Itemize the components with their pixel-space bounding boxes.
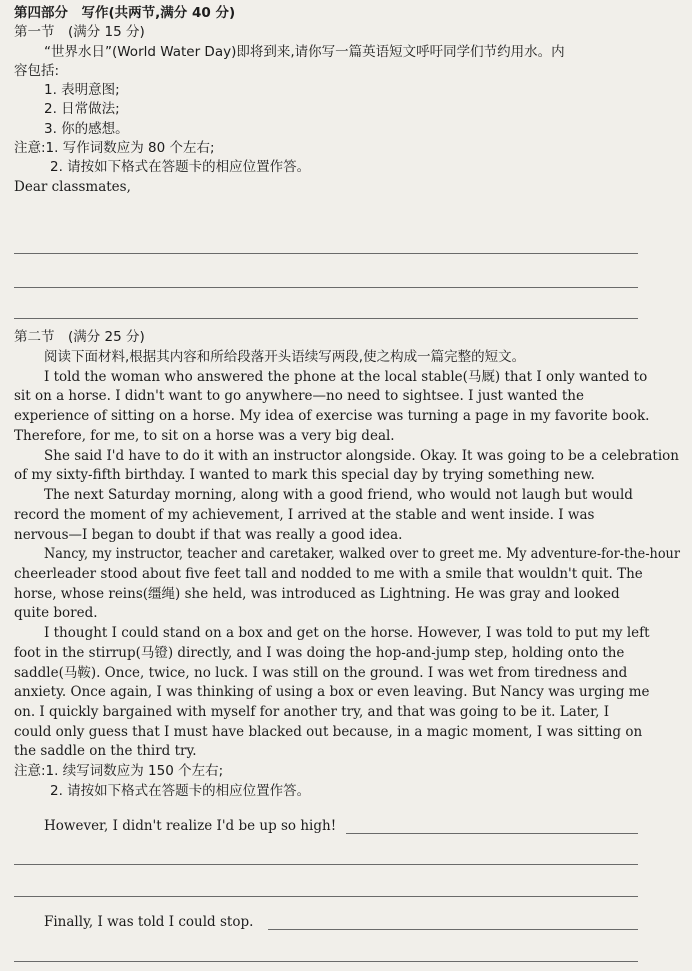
answer-line (14, 961, 638, 962)
section1-intro-cont: 容包括: (14, 63, 60, 79)
answer-line (268, 929, 638, 930)
note: 2. 请按如下格式在答题卡的相应位置作答。 (50, 159, 311, 175)
passage-line: on. I quickly bargained with myself for another try, and that was going to be it. Later, I (14, 704, 610, 720)
answer-line (14, 287, 638, 288)
answer-line (14, 253, 638, 254)
section1-heading: 第一节 (满分 15 分) (14, 24, 145, 40)
answer-line (346, 833, 638, 834)
continuation-prompt-2: Finally, I was told I could stop. (44, 914, 254, 930)
note: 注意:1. 写作词数应为 80 个左右; (14, 140, 215, 156)
passage-line: cheerleader stood about five feet tall and nodded to me with a smile that wouldn't quit. The (14, 566, 643, 582)
content-item: 1. 表明意图; (44, 82, 120, 98)
passage-line: experience of sitting on a horse. My idea of exercise was turning a page in my favorite book. (14, 408, 650, 424)
passage-line: sit on a horse. I didn't want to go anywhere—no need to sightsee. I just wanted the (14, 388, 584, 404)
passage-line: I thought I could stand on a box and get on the horse. However, I was told to put my left (44, 625, 650, 641)
passage-line: horse, whose reins(缰绳) she held, was introduced as Lightning. He was gray and looked (14, 586, 620, 602)
passage-line: record the moment of my achievement, I arrived at the stable and went inside. I was (14, 507, 595, 523)
part-heading: 第四部分 写作(共两节,满分 40 分) (14, 5, 236, 21)
continuation-prompt-1: However, I didn't realize I'd be up so high! (44, 818, 337, 834)
passage-line: of my sixty-fifth birthday. I wanted to mark this special day by trying something new. (14, 467, 595, 483)
passage-line: quite bored. (14, 605, 98, 621)
passage-line: Nancy, my instructor, teacher and caretaker, walked over to greet me. My adventure-for-the-hour (44, 546, 680, 562)
answer-line (14, 318, 638, 319)
passage-line: the saddle on the third try. (14, 743, 197, 759)
note: 2. 请按如下格式在答题卡的相应位置作答。 (50, 783, 311, 799)
section2-instruction: 阅读下面材料,根据其内容和所给段落开头语续写两段,使之构成一篇完整的短文。 (44, 349, 526, 365)
section2-heading: 第二节 (满分 25 分) (14, 329, 145, 345)
content-item: 3. 你的感想。 (44, 121, 129, 137)
passage-line: anxiety. Once again, I was thinking of using a box or even leaving. But Nancy was urging me (14, 684, 650, 700)
note: 注意:1. 续写词数应为 150 个左右; (14, 763, 224, 779)
passage-line: foot in the stirrup(马镫) directly, and I was doing the hop-and-jump step, holding onto the (14, 645, 625, 661)
passage-line: I told the woman who answered the phone at the local stable(马厩) that I only wanted to (44, 369, 648, 385)
passage-line: saddle(马鞍). Once, twice, no luck. I was still on the ground. I was wet from tiredness and (14, 665, 628, 681)
passage-line: could only guess that I must have blacked out because, in a magic moment, I was sitting on (14, 724, 643, 740)
passage-line: nervous—I began to doubt if that was really a good idea. (14, 527, 403, 543)
passage-line: She said I'd have to do it with an instructor alongside. Okay. It was going to be a celebration (44, 448, 679, 464)
salutation: Dear classmates, (14, 179, 131, 195)
passage-line: The next Saturday morning, along with a good friend, who would not laugh but would (44, 487, 633, 503)
answer-line (14, 864, 638, 865)
passage-line: Therefore, for me, to sit on a horse was a very big deal. (14, 428, 395, 444)
section1-intro: “世界水日”(World Water Day)即将到来,请你写一篇英语短文呼吁同学们节约用水。内 (44, 44, 565, 60)
content-item: 2. 日常做法; (44, 101, 120, 117)
answer-line (14, 896, 638, 897)
